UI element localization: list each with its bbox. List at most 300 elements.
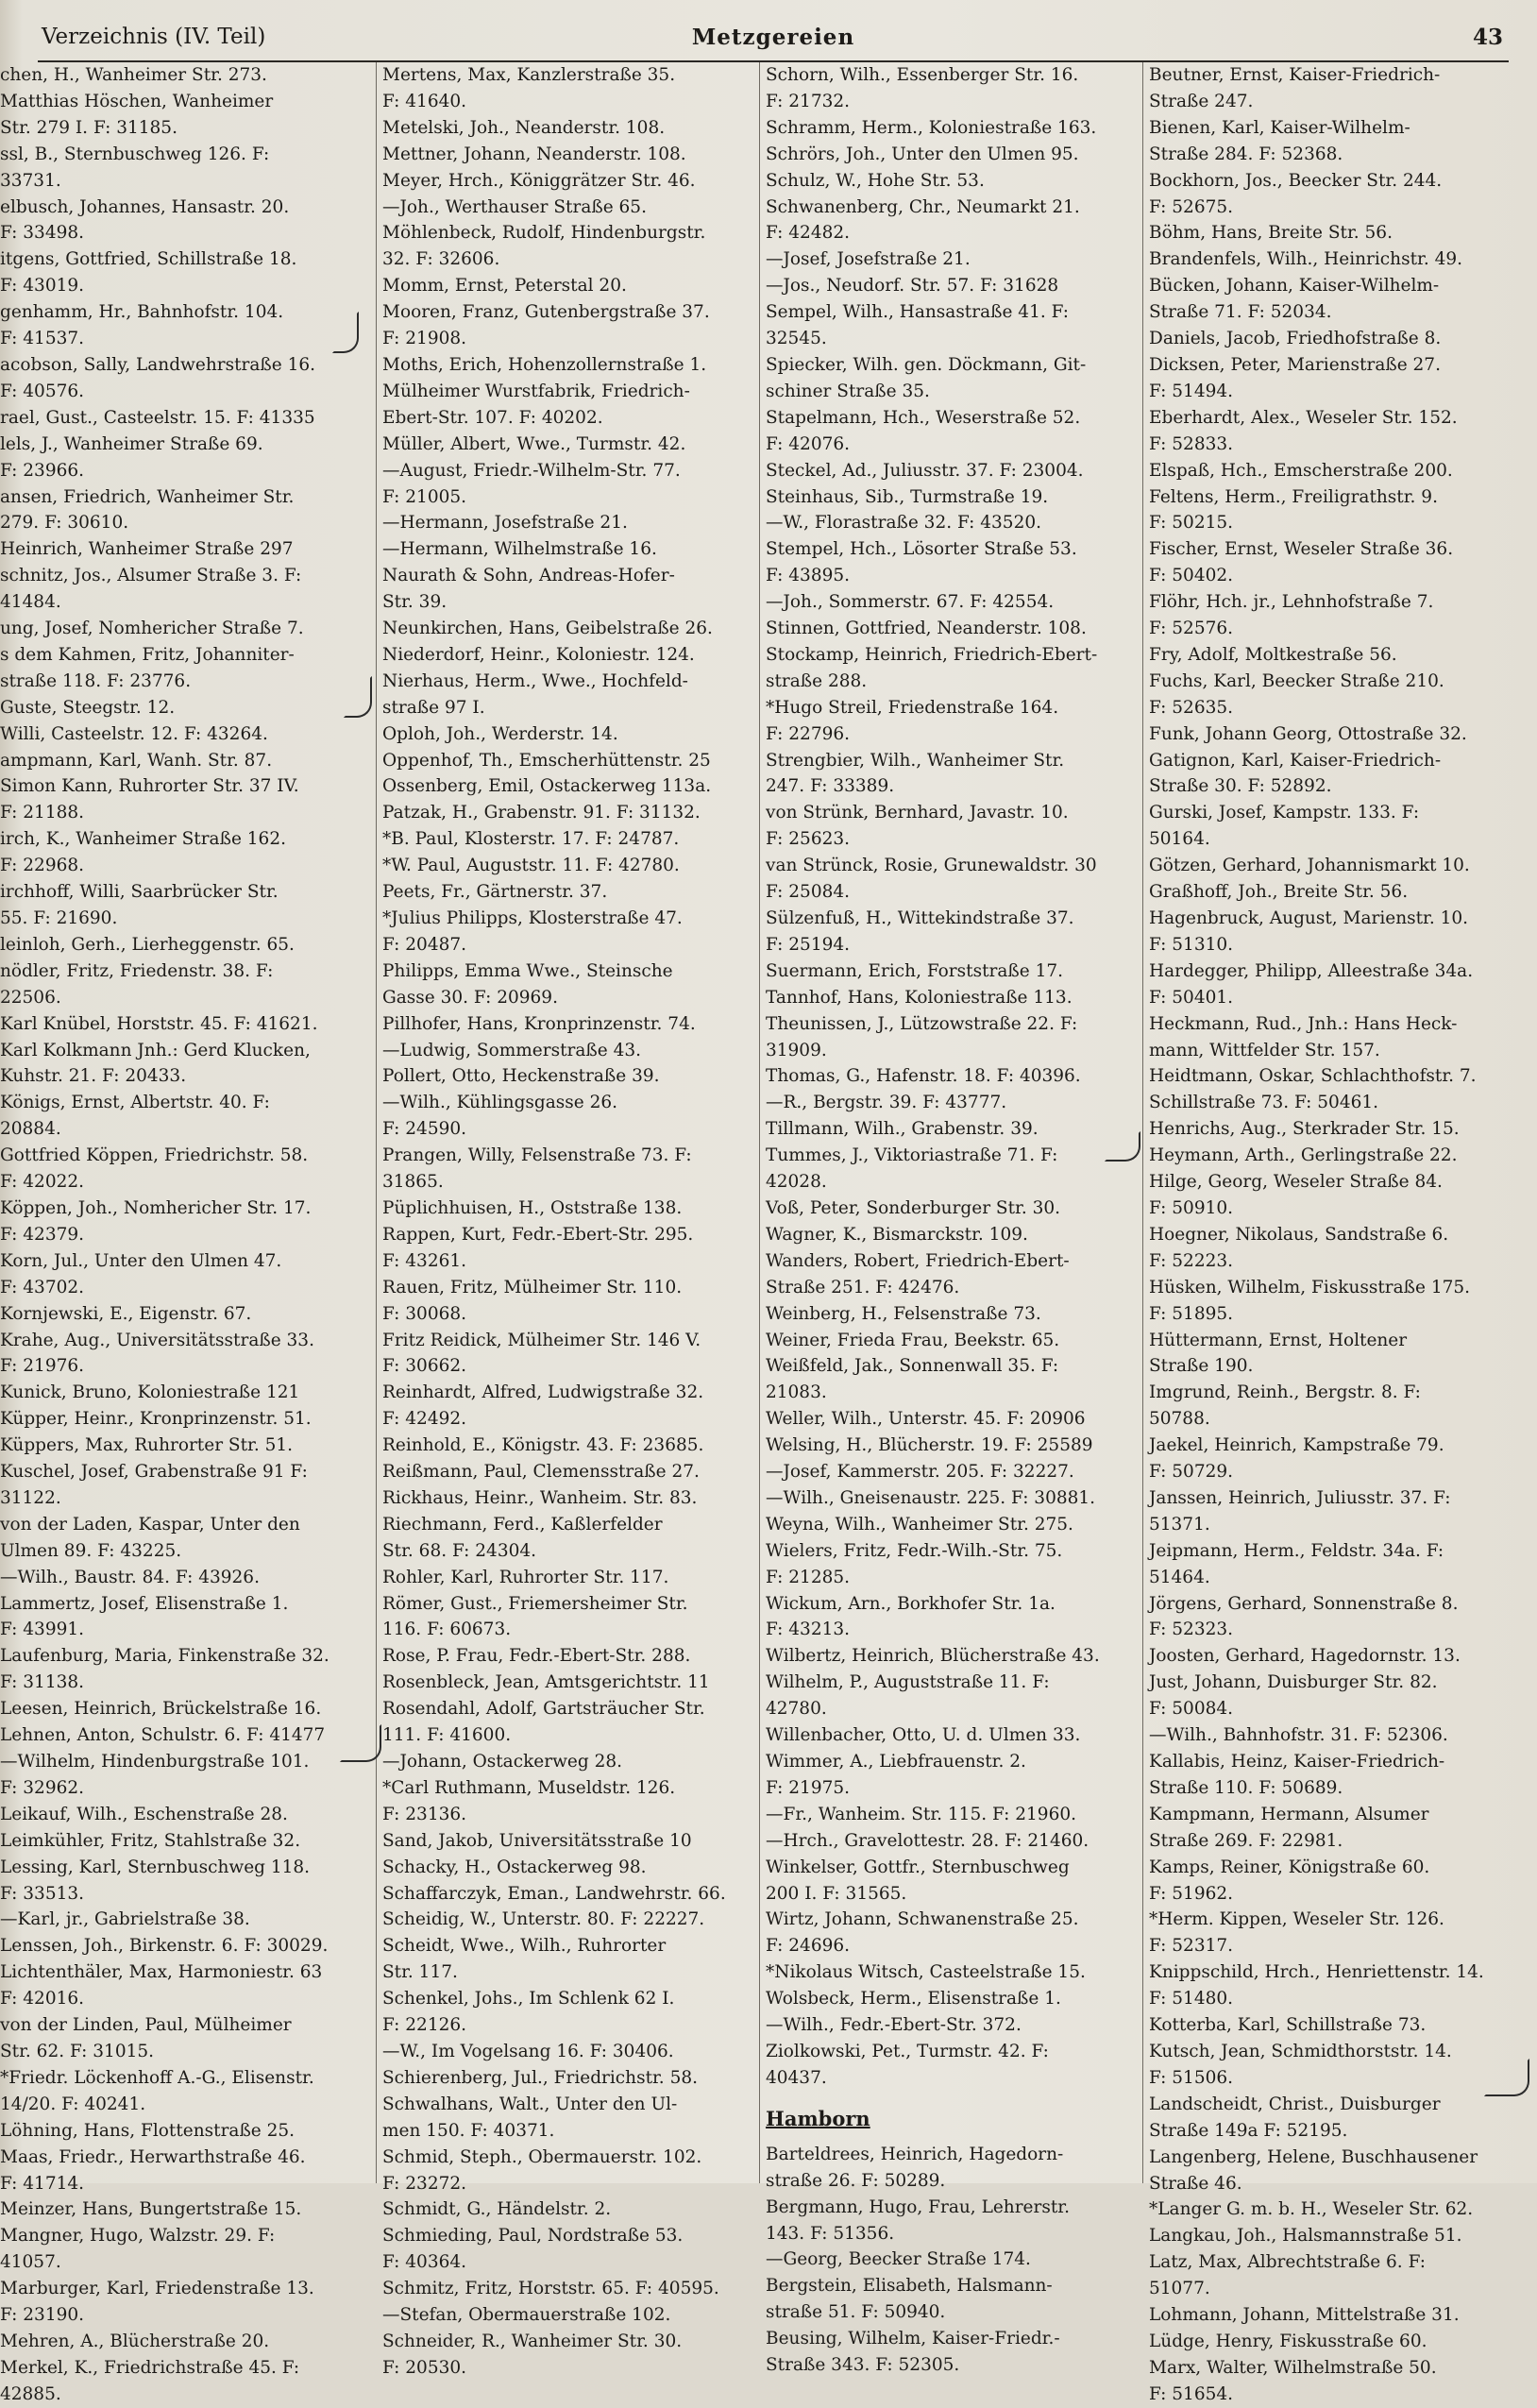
directory-entry: Gasse 30. F: 20969. (382, 987, 558, 1008)
directory-entry: Latz, Max, Albrechtstraße 6. F: (1149, 2252, 1426, 2273)
directory-entry: 32. F: 32606. (382, 249, 500, 270)
directory-entry: —Stefan, Obermauerstraße 102. (382, 2305, 671, 2326)
directory-entry: Stempel, Hch., Lösorter Straße 53. (766, 539, 1077, 560)
directory-entry: Hüsken, Wilhelm, Fiskusstraße 175. (1149, 1277, 1471, 1297)
directory-entry: Köppen, Joh., Nomhericher Str. 17. (0, 1197, 312, 1218)
directory-entry: F: 21285. (766, 1567, 851, 1587)
directory-entry: F: 43261. (382, 1250, 467, 1271)
directory-entry: Willenbacher, Otto, U. d. Ulmen 33. (766, 1725, 1081, 1746)
directory-entry: Straße 284. F: 52368. (1149, 144, 1343, 164)
directory-entry: Wielers, Fritz, Fedr.-Wilh.-Str. 75. (766, 1540, 1063, 1561)
directory-entry: F: 33513. (0, 1883, 85, 1904)
directory-entry: 31122. (0, 1487, 61, 1508)
directory-entry: Theunissen, J., Lützowstraße 22. F: (766, 1013, 1078, 1034)
directory-entry: Voß, Peter, Sonderburger Str. 30. (766, 1197, 1061, 1218)
directory-entry: Graßhoff, Joh., Breite Str. 56. (1149, 882, 1409, 903)
header-category-title: Metzgereien (691, 25, 855, 50)
directory-entry: F: 42022. (0, 1172, 85, 1193)
directory-entry: F: 51654. (1149, 2383, 1234, 2404)
directory-entry: Flöhr, Hch. jr., Lehnhofstraße 7. (1149, 592, 1434, 613)
directory-entry: F: 22968. (0, 856, 85, 876)
directory-entry: Schmid, Steph., Obermauerstr. 102. (382, 2146, 702, 2167)
directory-entry: F: 51895. (1149, 1303, 1234, 1324)
directory-entry: —Josef, Kammerstr. 205. F: 32227. (766, 1462, 1074, 1483)
directory-entry: Patzak, H., Grabenstr. 91. F: 31132. (382, 803, 701, 823)
directory-entry: Gatignon, Karl, Kaiser-Friedrich- (1149, 750, 1442, 771)
directory-entry: Karl Kolkmann Jnh.: Gerd Klucken, (0, 1040, 311, 1060)
directory-entry: —W., Florastraße 32. F: 43520. (766, 513, 1041, 534)
directory-entry: *Carl Ruthmann, Museldstr. 126. (382, 1777, 676, 1798)
directory-entry: —Joh., Sommerstr. 67. F: 42554. (766, 592, 1055, 613)
directory-entry: Matthias Höschen, Wanheimer (0, 91, 274, 111)
directory-entry: Kuhstr. 21. F: 20433. (0, 1066, 187, 1087)
directory-entry: F: 30068. (382, 1303, 467, 1324)
directory-entry: irchhoff, Willi, Saarbrücker Str. (0, 882, 279, 903)
directory-entry: straße 118. F: 23776. (0, 670, 192, 691)
directory-entry: Knippschild, Hrch., Henriettenstr. 14. (1149, 1962, 1484, 1983)
directory-entry: F: 23966. (0, 460, 85, 481)
directory-entry: Möhlenbeck, Rudolf, Hindenburgstr. (382, 223, 706, 244)
directory-entry: Straße 30. F: 52892. (1149, 776, 1332, 797)
directory-entry: F: 24696. (766, 1936, 851, 1957)
directory-entry: Hilge, Georg, Weseler Straße 84. (1149, 1172, 1443, 1193)
directory-entry: Wirtz, Johann, Schwanenstraße 25. (766, 1909, 1079, 1930)
directory-entry: —Ludwig, Sommerstraße 43. (382, 1040, 641, 1060)
directory-entry: F: 43019. (0, 276, 85, 297)
directory-entry: F: 41640. (382, 91, 467, 111)
directory-entry: —Joh., Werthauser Straße 65. (382, 196, 647, 217)
directory-entry: Heymann, Arth., Gerlingstraße 22. (1149, 1145, 1458, 1166)
directory-entry: genhamm, Hr., Bahnhofstr. 104. (0, 302, 284, 323)
directory-entry: Meinzer, Hans, Bungertstraße 15. (0, 2199, 302, 2220)
directory-entry: Laufenburg, Maria, Finkenstraße 32. (0, 1646, 329, 1667)
directory-entry: Barteldrees, Heinrich, Hagedorn- (766, 2144, 1064, 2164)
directory-entry: Marburger, Karl, Friedenstraße 13. (0, 2279, 314, 2299)
directory-entry: F: 50215. (1149, 513, 1234, 534)
directory-entry: Neunkirchen, Hans, Geibelstraße 26. (382, 619, 713, 639)
directory-entry: F: 52317. (1149, 1936, 1234, 1957)
directory-entry: F: 50401. (1149, 987, 1234, 1008)
directory-entry: Str. 279 I. F: 31185. (0, 117, 177, 138)
directory-entry: Maas, Friedr., Herwarthstraße 46. (0, 2146, 306, 2167)
directory-entry: van Strünck, Rosie, Grunewaldstr. 30 (766, 856, 1097, 876)
directory-entry: Rose, P. Frau, Fedr.-Ebert-Str. 288. (382, 1646, 691, 1667)
directory-entry: —Georg, Beecker Straße 174. (766, 2249, 1031, 2270)
directory-entry: F: 51480. (1149, 1989, 1234, 2009)
directory-entry: F: 41537. (0, 329, 85, 349)
directory-entry: 51371. (1149, 1514, 1210, 1535)
directory-entry: Suermann, Erich, Forststraße 17. (766, 960, 1063, 981)
directory-entry: F: 43702. (0, 1277, 85, 1297)
directory-entry: Rosenbleck, Jean, Amtsgerichtstr. 11 (382, 1672, 710, 1693)
directory-entry: 143. F: 51356. (766, 2223, 895, 2244)
directory-entry: Janssen, Heinrich, Juliusstr. 37. F: (1149, 1487, 1451, 1508)
directory-entry: Meyer, Hrch., Königgrätzer Str. 46. (382, 170, 696, 191)
directory-entry: Rohler, Karl, Ruhrorter Str. 117. (382, 1567, 669, 1587)
directory-entry: Schillstraße 73. F: 50461. (1149, 1093, 1379, 1113)
directory-entry: Püplichhuisen, H., Oststraße 138. (382, 1197, 683, 1218)
column-3 (759, 62, 1140, 2376)
section-heading-hamborn: Hamborn (766, 2106, 870, 2130)
directory-entry: mann, Wittfelder Str. 157. (1149, 1040, 1380, 1060)
directory-entry: *Nikolaus Witsch, Casteelstraße 15. (766, 1962, 1086, 1983)
directory-entry: F: 50084. (1149, 1699, 1234, 1720)
directory-entry: F: 21976. (0, 1356, 85, 1377)
directory-entry: Heidtmann, Oskar, Schlachthofstr. 7. (1149, 1066, 1477, 1087)
directory-entry: Hoegner, Nikolaus, Sandstraße 6. (1149, 1224, 1449, 1245)
directory-entry: F: 41714. (0, 2173, 85, 2194)
directory-entry: Hagenbruck, August, Marienstr. 10. (1149, 908, 1469, 928)
directory-entry: Mülheimer Wurstfabrik, Friedrich- (382, 381, 690, 401)
directory-entry: *Herm. Kippen, Weseler Str. 126. (1149, 1909, 1444, 1930)
directory-entry: —Josef, Josefstraße 21. (766, 249, 971, 270)
directory-entry: F: 51506. (1149, 2067, 1234, 2088)
directory-entry: F: 22796. (766, 723, 851, 744)
directory-entry: Müller, Albert, Wwe., Turmstr. 42. (382, 433, 686, 454)
directory-entry: *Hugo Streil, Friedenstraße 164. (766, 697, 1059, 718)
directory-entry: Stapelmann, Hch., Weserstraße 52. (766, 407, 1081, 428)
directory-entry: Weinberg, H., Felsenstraße 73. (766, 1303, 1041, 1324)
directory-entry: straße 288. (766, 670, 868, 691)
directory-entry: Bockhorn, Jos., Beecker Str. 244. (1149, 170, 1443, 191)
directory-entry: Str. 62. F: 31015. (0, 2041, 155, 2061)
directory-entry: irch, K., Wanheimer Straße 162. (0, 829, 286, 850)
directory-entry: 20884. (0, 1119, 61, 1140)
directory-entry: men 150. F: 40371. (382, 2120, 555, 2141)
directory-entry: Schorn, Wilh., Essenberger Str. 16. (766, 65, 1079, 85)
directory-entry: F: 52323. (1149, 1619, 1234, 1640)
directory-entry: 51464. (1149, 1567, 1210, 1587)
directory-entry: Hardegger, Philipp, Alleestraße 34a. (1149, 960, 1474, 981)
directory-entry: Tummes, J., Viktoriastraße 71. F: (766, 1145, 1058, 1166)
directory-entry: *Friedr. Löckenhoff A.-G., Elisenstr. (0, 2067, 314, 2088)
directory-entry: Langenberg, Helene, Buschhausener (1149, 2146, 1478, 2167)
directory-entry: Metelski, Joh., Neanderstr. 108. (382, 117, 666, 138)
directory-entry: Tannhof, Hans, Koloniestraße 113. (766, 987, 1073, 1008)
directory-entry: Beutner, Ernst, Kaiser-Friedrich- (1149, 65, 1441, 85)
directory-entry: 50164. (1149, 829, 1210, 850)
directory-entry: Reinhardt, Alfred, Ludwigstraße 32. (382, 1382, 704, 1403)
directory-entry: leinloh, Gerh., Lierheggenstr. 65. (0, 934, 295, 955)
columns-container (0, 62, 1537, 2404)
directory-entry: Lichtenthäler, Max, Harmoniestr. 63 (0, 1962, 323, 1983)
directory-entry: Tillmann, Wilh., Grabenstr. 39. (766, 1119, 1039, 1140)
directory-entry: Lenssen, Joh., Birkenstr. 6. F: 30029. (0, 1936, 329, 1957)
directory-entry: —W., Im Vogelsang 16. F: 30406. (382, 2041, 674, 2061)
directory-entry: F: 21005. (382, 486, 467, 507)
directory-entry: Sand, Jakob, Universitätsstraße 10 (382, 1830, 692, 1851)
directory-entry: Schmitz, Fritz, Horststr. 65. F: 40595. (382, 2279, 719, 2299)
directory-entry: Joosten, Gerhard, Hagedornstr. 13. (1149, 1646, 1461, 1667)
directory-entry: F: 42492. (382, 1409, 467, 1430)
directory-entry: Welsing, H., Blücherstr. 19. F: 25589 (766, 1435, 1093, 1456)
directory-entry: ampmann, Karl, Wanh. Str. 87. (0, 750, 273, 771)
directory-entry: F: 42016. (0, 1989, 85, 2009)
directory-entry: Hüttermann, Ernst, Holtener (1149, 1330, 1408, 1350)
directory-entry: Oploh, Joh., Werderstr. 14. (382, 723, 618, 744)
directory-entry: Straße 251. F: 42476. (766, 1277, 960, 1297)
directory-entry: F: 33498. (0, 223, 85, 244)
directory-entry: Lessing, Karl, Sternbuschweg 118. (0, 1857, 311, 1877)
directory-entry: F: 51310. (1149, 934, 1234, 955)
directory-entry: —Wilh., Gneisenaustr. 225. F: 30881. (766, 1487, 1096, 1508)
directory-entry: Ossenberg, Emil, Ostackerweg 113a. (382, 776, 712, 797)
directory-entry: Reißmann, Paul, Clemensstraße 27. (382, 1462, 700, 1483)
directory-entry: F: 21908. (382, 329, 467, 349)
directory-entry: Langkau, Joh., Halsmannstraße 51. (1149, 2226, 1462, 2247)
directory-entry: 42028. (766, 1172, 827, 1193)
directory-entry: Feltens, Herm., Freiligrathstr. 9. (1149, 486, 1438, 507)
directory-entry: Pillhofer, Hans, Kronprinzenstr. 74. (382, 1013, 696, 1034)
directory-entry: F: 31138. (0, 1672, 85, 1693)
entry-list (0, 62, 372, 2408)
directory-entry: Bergstein, Elisabeth, Halsmann- (766, 2276, 1053, 2297)
directory-entry: Rickhaus, Heinr., Wanheim. Str. 83. (382, 1487, 698, 1508)
directory-entry: Straße 149a F: 52195. (1149, 2120, 1348, 2141)
directory-entry: F: 50729. (1149, 1462, 1234, 1483)
directory-entry: Marx, Walter, Wilhelmstraße 50. (1149, 2357, 1437, 2378)
directory-entry: schnitz, Jos., Alsumer Straße 3. F: (0, 566, 302, 586)
directory-entry: Scheidt, Wwe., Wilh., Ruhrorter (382, 1936, 667, 1957)
directory-entry: acobson, Sally, Landwehrstraße 16. (0, 354, 315, 375)
directory-entry: 51077. (1149, 2279, 1210, 2299)
directory-entry: Spiecker, Wilh. gen. Döckmann, Git- (766, 354, 1087, 375)
directory-entry: F: 52223. (1149, 1250, 1234, 1271)
directory-entry: 50788. (1149, 1409, 1210, 1430)
directory-entry: Rauen, Fritz, Mülheimer Str. 110. (382, 1277, 683, 1297)
directory-entry: 32545. (766, 329, 827, 349)
directory-entry: Willi, Casteelstr. 12. F: 43264. (0, 723, 268, 744)
directory-entry: *B. Paul, Klosterstr. 17. F: 24787. (382, 829, 680, 850)
directory-entry: Str. 117. (382, 1962, 458, 1983)
directory-entry: 55. F: 21690. (0, 908, 118, 928)
directory-entry: F: 32962. (0, 1777, 85, 1798)
directory-entry: Götzen, Gerhard, Johannismarkt 10. (1149, 856, 1470, 876)
directory-entry: lels, J., Wanheimer Straße 69. (0, 433, 263, 454)
directory-entry: Jeipmann, Herm., Feldstr. 34a. F: (1149, 1540, 1444, 1561)
directory-entry: 41057. (0, 2252, 61, 2273)
directory-entry: F: 50910. (1149, 1197, 1234, 1218)
directory-entry: Fischer, Ernst, Weseler Straße 36. (1149, 539, 1454, 560)
directory-entry: Momm, Ernst, Peterstal 20. (382, 276, 627, 297)
directory-entry: Moths, Erich, Hohenzollernstraße 1. (382, 354, 707, 375)
directory-entry: 14/20. F: 40241. (0, 2094, 146, 2114)
directory-entry: F: 20487. (382, 934, 467, 955)
directory-entry: Stockamp, Heinrich, Friedrich-Ebert- (766, 644, 1098, 665)
directory-entry: F: 42379. (0, 1224, 85, 1245)
column-4 (1142, 62, 1532, 2404)
directory-entry: Jaekel, Heinrich, Kampstraße 79. (1149, 1435, 1444, 1456)
directory-entry: Sempel, Wilh., Hansastraße 41. F: (766, 302, 1070, 323)
directory-entry: Henrichs, Aug., Sterkrader Str. 15. (1149, 1119, 1460, 1140)
directory-entry: Wilhelm, P., Auguststraße 11. F: (766, 1672, 1050, 1693)
directory-entry: Winkelser, Gottfr., Sternbuschweg (766, 1857, 1070, 1877)
directory-entry: Mangner, Hugo, Walzstr. 29. F: (0, 2226, 276, 2247)
directory-entry: Kuschel, Josef, Grabenstraße 91 F: (0, 1462, 308, 1483)
directory-entry: F: 43213. (766, 1619, 851, 1640)
directory-entry: von der Laden, Kaspar, Unter den (0, 1514, 300, 1535)
directory-entry: Schierenberg, Jul., Friedrichstr. 58. (382, 2067, 698, 2088)
directory-entry: Strengbier, Wilh., Wanheimer Str. (766, 750, 1065, 771)
directory-entry: Reinhold, E., Königstr. 43. F: 23685. (382, 1435, 704, 1456)
directory-entry: F: 43895. (766, 566, 851, 586)
directory-entry: nödler, Fritz, Friedenstr. 38. F: (0, 960, 274, 981)
directory-entry: Rappen, Kurt, Fedr.-Ebert-Str. 295. (382, 1224, 694, 1245)
directory-entry: F: 42076. (766, 433, 851, 454)
directory-entry: Dicksen, Peter, Marienstraße 27. (1149, 354, 1441, 375)
directory-entry: F: 40576. (0, 381, 85, 401)
directory-entry: F: 24590. (382, 1119, 467, 1140)
directory-entry: Weißfeld, Jak., Sonnenwall 35. F: (766, 1356, 1059, 1377)
directory-entry: Krahe, Aug., Universitätsstraße 33. (0, 1330, 314, 1350)
directory-entry: Heinrich, Wanheimer Straße 297 (0, 539, 294, 560)
directory-entry: Mettner, Johann, Neanderstr. 108. (382, 144, 686, 164)
directory-entry: von Strünk, Bernhard, Javastr. 10. (766, 803, 1069, 823)
directory-entry: F: 21975. (766, 1777, 851, 1798)
directory-entry: Just, Johann, Duisburger Str. 82. (1149, 1672, 1438, 1693)
directory-entry: —Jos., Neudorf. Str. 57. F: 31628 (766, 276, 1059, 297)
directory-entry: ansen, Friedrich, Wanheimer Str. (0, 486, 295, 507)
directory-entry: Schulz, W., Hohe Str. 53. (766, 170, 985, 191)
directory-entry: Leikauf, Wilh., Eschenstraße 28. (0, 1804, 288, 1824)
directory-entry: —Karl, jr., Gabrielstraße 38. (0, 1909, 250, 1930)
directory-entry: chen, H., Wanheimer Str. 273. (0, 65, 267, 85)
directory-entry: 200 I. F: 31565. (766, 1883, 907, 1904)
directory-entry: Weyna, Wilh., Wanheimer Str. 275. (766, 1514, 1073, 1535)
directory-entry: F: 23272. (382, 2173, 467, 2194)
directory-entry: Brandenfels, Wilh., Heinrichstr. 49. (1149, 249, 1463, 270)
directory-entry: Jörgens, Gerhard, Sonnenstraße 8. (1149, 1593, 1459, 1614)
directory-entry: F: 51494. (1149, 381, 1234, 401)
directory-entry: Funk, Johann Georg, Ottostraße 32. (1149, 723, 1467, 744)
directory-entry: Leimkühler, Fritz, Stahlstraße 32. (0, 1830, 301, 1851)
directory-entry: F: 25084. (766, 882, 851, 903)
directory-entry: Fry, Adolf, Moltkestraße 56. (1149, 644, 1397, 665)
directory-entry: elbusch, Johannes, Hansastr. 20. (0, 196, 290, 217)
directory-entry: F: 20530. (382, 2357, 467, 2378)
directory-entry: von der Linden, Paul, Mülheimer (0, 2015, 292, 2036)
directory-entry: Oppenhof, Th., Emscherhüttenstr. 25 (382, 750, 711, 771)
entry-list (760, 62, 1140, 2092)
directory-entry: Kamps, Reiner, Königstraße 60. (1149, 1857, 1430, 1877)
directory-entry: Lüdge, Henry, Fiskusstraße 60. (1149, 2331, 1427, 2351)
directory-entry: Philipps, Emma Wwe., Steinsche (382, 960, 673, 981)
directory-entry: F: 40364. (382, 2252, 467, 2273)
directory-entry: Ebert-Str. 107. F: 40202. (382, 407, 603, 428)
directory-entry: 279. F: 30610. (0, 513, 129, 534)
directory-entry: schiner Straße 35. (766, 381, 930, 401)
directory-entry: F: 30662. (382, 1356, 467, 1377)
directory-entry: Küpper, Heinr., Kronprinzenstr. 51. (0, 1409, 312, 1430)
directory-entry: F: 43991. (0, 1619, 85, 1640)
directory-entry: F: 21188. (0, 803, 85, 823)
directory-entry: 41484. (0, 592, 61, 613)
directory-entry: Schneider, R., Wanheimer Str. 30. (382, 2331, 683, 2351)
directory-entry: Riechmann, Ferd., Kaßlerfelder (382, 1514, 663, 1535)
directory-entry: Daniels, Jacob, Friedhofstraße 8. (1149, 329, 1442, 349)
directory-entry: Schenkel, Johs., Im Schlenk 62 I. (382, 1989, 675, 2009)
directory-entry: Schrörs, Joh., Unter den Ulmen 95. (766, 144, 1079, 164)
directory-entry: F: 50402. (1149, 566, 1234, 586)
directory-entry: Niederdorf, Heinr., Koloniestr. 124. (382, 644, 695, 665)
directory-entry: Wolsbeck, Herm., Elisenstraße 1. (766, 1989, 1061, 2009)
directory-entry: F: 42482. (766, 223, 851, 244)
directory-entry: straße 26. F: 50289. (766, 2170, 946, 2191)
directory-entry: F: 52635. (1149, 697, 1234, 718)
directory-entry: F: 21732. (766, 91, 851, 111)
directory-entry: Fuchs, Karl, Beecker Straße 210. (1149, 670, 1444, 691)
directory-entry: 111. F: 41600. (382, 1725, 512, 1746)
directory-entry: F: 25194. (766, 934, 851, 955)
directory-entry: Weiner, Frieda Frau, Beekstr. 65. (766, 1330, 1060, 1350)
directory-entry: Straße 46. (1149, 2173, 1242, 2194)
directory-entry: straße 51. F: 50940. (766, 2302, 946, 2323)
directory-entry: —August, Friedr.-Wilhelm-Str. 77. (382, 460, 681, 481)
directory-entry: Eberhardt, Alex., Weseler Str. 152. (1149, 407, 1458, 428)
directory-entry: 22506. (0, 987, 61, 1008)
directory-entry: Fritz Reidick, Mülheimer Str. 146 V. (382, 1330, 701, 1350)
directory-entry: Schaffarczyk, Eman., Landwehrstr. 66. (382, 1883, 726, 1904)
directory-entry: Schmidt, G., Händelstr. 2. (382, 2199, 612, 2220)
directory-entry: ung, Josef, Nomhericher Straße 7. (0, 619, 304, 639)
directory-entry: Landscheidt, Christ., Duisburger (1149, 2094, 1441, 2114)
directory-entry: 116. F: 60673. (382, 1619, 512, 1640)
directory-entry: Küppers, Max, Ruhrorter Str. 51. (0, 1435, 294, 1456)
directory-entry: —Wilh., Baustr. 84. F: 43926. (0, 1567, 260, 1587)
directory-entry: —Wilh., Fedr.-Ebert-Str. 372. (766, 2015, 1022, 2036)
directory-entry: Schwanenberg, Chr., Neumarkt 21. (766, 196, 1080, 217)
directory-entry: Wanders, Robert, Friedrich-Ebert- (766, 1250, 1070, 1271)
directory-entry: —Wilhelm, Hindenburgstraße 101. (0, 1752, 310, 1772)
directory-entry: Prangen, Willy, Felsenstraße 73. F: (382, 1145, 692, 1166)
directory-entry: Wagner, K., Bismarckstr. 109. (766, 1224, 1028, 1245)
directory-entry: Straße 110. F: 50689. (1149, 1777, 1343, 1798)
directory-entry: F: 52675. (1149, 196, 1234, 217)
directory-entry: —Wilh., Kühlingsgasse 26. (382, 1093, 618, 1113)
directory-entry: 247. F: 33389. (766, 776, 895, 797)
directory-entry: Guste, Steegstr. 12. (0, 697, 176, 718)
directory-entry: Straße 343. F: 52305. (766, 2355, 960, 2376)
directory-entry: *W. Paul, Auguststr. 11. F: 42780. (382, 856, 680, 876)
directory-entry: Straße 247. (1149, 91, 1254, 111)
directory-entry: Kampmann, Hermann, Alsumer (1149, 1804, 1429, 1824)
directory-entry: —Johann, Ostackerweg 28. (382, 1752, 623, 1772)
directory-entry: Böhm, Hans, Breite Str. 56. (1149, 223, 1393, 244)
directory-entry: straße 97 I. (382, 697, 485, 718)
directory-entry: F: 52576. (1149, 619, 1234, 639)
directory-entry: Bergmann, Hugo, Frau, Lehrerstr. (766, 2196, 1070, 2217)
directory-entry: ssl, B., Sternbuschweg 126. F: (0, 144, 270, 164)
directory-entry: Wimmer, A., Liebfrauenstr. 2. (766, 1752, 1026, 1772)
directory-entry: Thomas, G., Hafenstr. 18. F: 40396. (766, 1066, 1081, 1087)
directory-entry: itgens, Gottfried, Schillstraße 18. (0, 249, 297, 270)
directory-entry: —Hrch., Gravelottestr. 28. F: 21460. (766, 1830, 1089, 1851)
entry-list (377, 62, 756, 2382)
column-1 (0, 62, 372, 2404)
directory-entry: Römer, Gust., Friemersheimer Str. (382, 1593, 688, 1614)
directory-entry: 31909. (766, 1040, 827, 1060)
directory-entry: Straße 269. F: 22981. (1149, 1830, 1343, 1851)
directory-entry: Karl Knübel, Horststr. 45. F: 41621. (0, 1013, 318, 1034)
directory-entry: 33731. (0, 170, 61, 191)
directory-entry: Straße 190. (1149, 1356, 1254, 1377)
column-2 (376, 62, 756, 2378)
directory-entry: —Wilh., Bahnhofstr. 31. F: 52306. (1149, 1725, 1448, 1746)
directory-entry: Wickum, Arn., Borkhofer Str. 1a. (766, 1593, 1056, 1614)
directory-entry: Schacky, H., Ostackerweg 98. (382, 1857, 647, 1877)
directory-entry: Rosendahl, Adolf, Gartsträucher Str. (382, 1699, 705, 1720)
directory-entry: *Julius Philipps, Klosterstraße 47. (382, 908, 683, 928)
